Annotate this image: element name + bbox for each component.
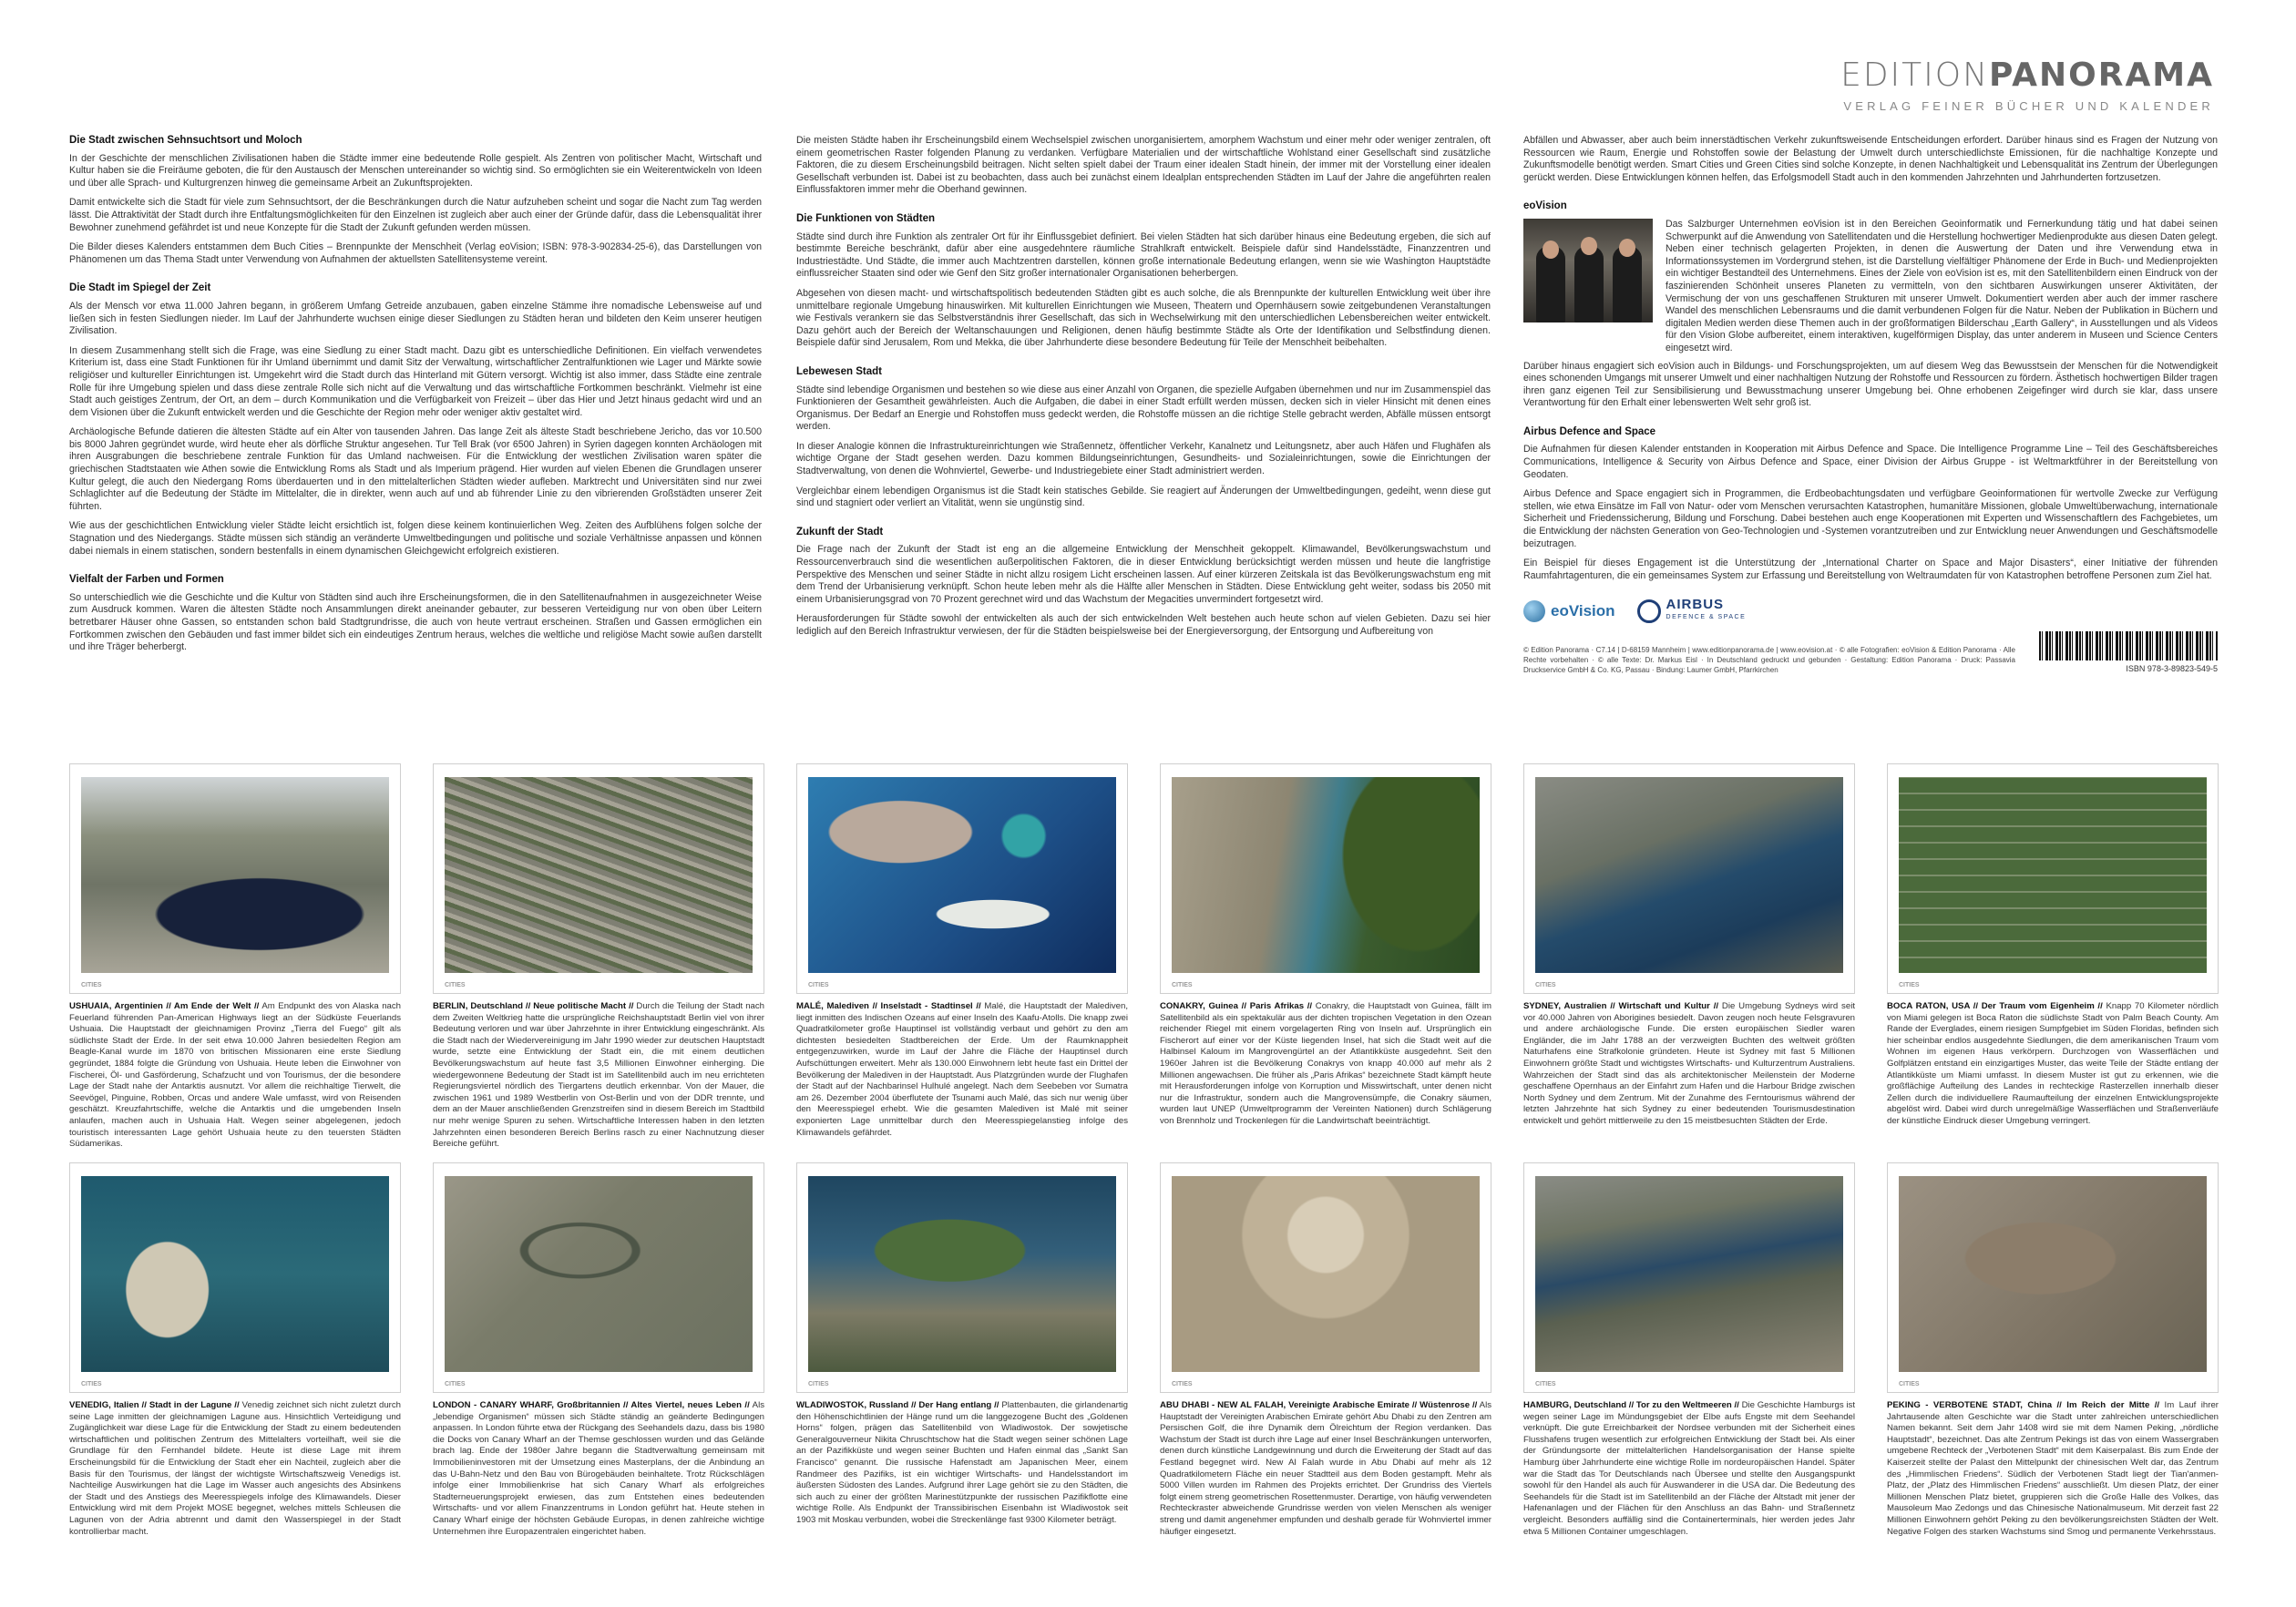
satellite-image: [808, 777, 1116, 973]
card-title: VENEDIG, Italien // Stadt in der Lagune //: [69, 1400, 240, 1410]
paragraph: In dieser Analogie können die Infrastruktureinrichtungen wie Straßennetz, öffentlicher Verkehr, Kanalnetz und Leitungsnetz, aber auch Häfen und Flughäfen als wichtige Organe der Stadt gesehen werden. Dazu kommen Bildungseinrichtungen, Gesundheits- und Sozialeinrichtungen, sowie die Einrichtungen der Stadtverwaltung, von denen die Wohnviertel, Gewerbe- und Industriegebiete einer Stadt administriert werden.: [796, 440, 1491, 477]
section-history: [69, 282, 762, 558]
card-caption: [1160, 1400, 1491, 1538]
globe-icon: [1523, 600, 1545, 622]
cities-label: CITIES: [445, 982, 466, 988]
card-caption: [1523, 1001, 1855, 1128]
card-caption: [69, 1400, 401, 1538]
section-title: Die Stadt zwischen Sehnsuchtsort und Moloch: [69, 135, 302, 146]
paragraph: So unterschiedlich wie die Geschichte und die Kultur von Städten sind auch ihre Erscheinungsformen, die in den Satellitenaufnahmen in ausgezeichneter Weise zum Ausdruck kommen. Waren die ältesten Städte noch Ansammlungen direkt aneinander gebauter, zur besseren Verteidigung nur von oben über Leitern betretbarer Häuser ohne Gassen, so entstanden schon bald Stadtgrundrisse, die auch von heute vertraut erscheinen. Straßen und Gassen ermöglichen ein Fortkommen zwischen den Gebäuden und fast immer bildet sich ein eindeutiges Zentrum heraus, welches die weltliche und religiöse Macht sowie außen darstellt und ihre Träger beherbergt.: [69, 591, 762, 653]
cities-label: CITIES: [1172, 1381, 1193, 1387]
month-card: [796, 1162, 1128, 1527]
section-title: Vielfalt der Farben und Formen: [69, 574, 224, 586]
satellite-image: [1535, 1176, 1843, 1372]
partner-logos: [1523, 599, 2218, 623]
card-title: ABU DHABI - NEW AL FALAH, Vereinigte Arabische Emirate // Wüstenrose //: [1160, 1400, 1478, 1410]
eovision-logo-text: eoVision: [1551, 602, 1615, 620]
card-title: PEKING - VERBOTENE STADT, China // Im Reich der Mitte //: [1887, 1400, 2160, 1410]
card-frame: [1523, 763, 1855, 994]
satellite-image: [445, 1176, 753, 1372]
card-title: MALÉ, Malediven // Inselstadt - Stadtinsel //: [796, 1001, 981, 1011]
card-title: USHUAIA, Argentinien // Am Ende der Welt //: [69, 1001, 260, 1011]
card-text: Am Endpunkt des von Alaska nach Feuerland führenden Pan-American Highways liegt an der Südküste Feuerlands Ushuaia. Die Hauptstadt der gleichnamigen Provinz „Tierra del Fuego“ gilt als südlichste Stadt der Erde. In der seit etwa 10.000 Jahren besiedelten Region am Beagle-Kanal wurde im 1870 von britischen Missionaren eine erste Siedlung gegründet, 1884 folgte die Gründung von Ushuaia. Heute leben die Einwohner von Fischerei, Öl- und Gasförderung, Schafzucht und von Tourismus, der die besondere Lage der Stadt nahe der Antarktis ausnutzt. Vor allem die reichhaltige Tierwelt, die Seevögel, Pinguine, Robben, Orcas und andere Wale umfasst, wird von Reisenden geschätzt. Kreuzfahrtschiffe, welche die Antarktis und die umgebenden Inseln anlaufen, machen auch in Ushuaia Halt. Wegen seiner abgelegenen, jedoch touristisch interessanten Lage gehört Ushuaia heute zu den teuersten Städten Südamerikas.: [69, 1001, 402, 1150]
publisher-name-bold: PANORAMA: [1989, 56, 2214, 94]
card-caption: [69, 1001, 401, 1151]
text-column-2: [796, 135, 1491, 655]
month-card: [433, 1162, 764, 1538]
card-caption: [796, 1400, 1128, 1527]
section-eovision: [1523, 200, 2218, 410]
card-frame: [1887, 1162, 2219, 1393]
month-card: [1160, 763, 1491, 1128]
card-text: Venedig zeichnet sich nicht zuletzt durch seine Lage inmitten der gleichnamigen Lagune aus. Hinsichtlich Verteidigung und Zugänglichkeit war diese Lage für die Entwicklung der Stadt zu einem bedeutenden wirtschaftlichen und politischen Zentrum des Mittelalters vorteilhaft, weil sie die Grundlage für den Fernhandel bildete. Heute ist diese Lage mit ihrem Erscheinungsbild für die Entwicklung der Stadt eher ein Nachteil, zugleich aber die Basis für den Tourismus, der längst der wichtigste Wirtschaftszweig Venedigs ist. Nachteilige Auswirkungen hat die Lage im Wasser auch angesichts des Absinkens der Stadt und des Anstiegs des Meeresspiegels infolge des Klimawandels. Dieser Entwicklung wird mit dem Projekt MOSE begegnet, welches mittels Schleusen die Lagunen von der Adria abtrennt und damit den Wasserspiegel in der Stadt kontrollierbar macht.: [69, 1400, 401, 1537]
cities-label: CITIES: [445, 1381, 466, 1387]
card-caption: [1160, 1001, 1491, 1128]
paragraph: Airbus Defence and Space engagiert sich in Programmen, die Erdbeobachtungsdaten und verfügbare Geoinformationen für wertvolle Zwecke zur Verfügung stellen, wie etwa Einsätze im Fall von Natur- oder vom Menschen verursachten Katastrophen, humanitäre Missionen, globale Umweltüberwachung, internationale Sicherheit und Friedenssicherung, Bildung und Forschung. Dabei bestehen auch enge Kooperationen mit Experten und Wissenschaftlern des Fachgebietes, um die Entwicklung der nächsten Generation von Geo-Technologien und -Systemen vorantzutreiben und zur Entwicklung neuer Anwendungen und Geschäftsmodelle beizutragen.: [1523, 488, 2218, 549]
eovision-block: [1523, 219, 2218, 355]
section-title: Die Funktionen von Städten: [796, 212, 936, 224]
section-diversity: [69, 574, 762, 654]
month-card: [1887, 1162, 2219, 1538]
team-photo: [1523, 219, 1653, 322]
section-continued: [796, 135, 1491, 197]
section-future: [796, 527, 1491, 639]
card-text: Plattenbauten, die girlandenartig den Höhenschichtlinien der Hänge rund um die langgezogene Bucht des „Goldenen Horns“ folgen, prägen das Satellitenbild von Wladiwostok. Der sowjetische Generalgouverneur Nikita Chruschtschow hat die Stadt wegen seiner schönen Lage an der Pazifikküste und wegen seiner Buchten und Hafen einmal das „Sankt San Francisco“ genannt. Die russische Hafenstadt am Japanischen Meer, einem Randmeer des Pazifiks, ist ein wichtiger Wirtschafts- und Handelsstandort im äußersten Südosten des Landes. Aufgrund ihrer Lage gehört sie zu den Städten, die sich auch zu einer der größten Marinestützpunkte der russischen Pazifikflotte eine wichtige Rolle. Als Endpunkt der Transsibirischen Eisenbahn ist Wladiwostok seit 1903 mit Moskau verbunden, wobei die Streckenlänge fast 9300 Kilometer beträgt.: [796, 1400, 1128, 1525]
paragraph: Archäologische Befunde datieren die ältesten Städte auf ein Alter von tausenden Jahren. Das lange Zeit als älteste Stadt beschriebene Jericho, das vor 10.500 bis 8000 Jahren gegründet wurde, wird heute eher als dörfliche Struktur angesehen. Tur Tell Brak (vor 6500 Jahren) in Syrien dagegen konnten Archäologen mit ihren Ausgrabungen die beschriebene zentrale Funktion für das Umland nachweisen. Für die Entwicklung der westlichen Zivilisation waren später die griechischen Stadtstaaten wie Athen sowie die Entwicklung Roms als Stadt und als Imperium prägend. Hier wurden auf vielen Ebenen die Grundlagen unserer Kultur gelegt, die auch den Niedergang Roms überdauerten und in den mittelalterlichen Städten wieder aufleben. Marktrecht und Universitäten sind nur zwei Schlaglichter auf die Bedeutung der Städte im Mittelalter, die in direkter, wenn auch auf und ab führender Linie zu den vibrierenden Großstädten unserer Zeit führten.: [69, 426, 762, 512]
card-title: CONAKRY, Guinea // Paris Afrikas //: [1160, 1001, 1313, 1011]
paragraph: Wie aus der geschichtlichen Entwicklung vieler Städte leicht ersichtlich ist, folgen diese keinem kontinuierlichen Weg. Zeiten des Aufblühens folgen solche der Stagnation und des Niedergangs. Städte müssen sich ständig an veränderte Umweltbedingungen und politische und soziale Verhältnisse anpassen und können dabei niemals in einem statischen, sondern bestenfalls in einem dynamischen Gleichgewicht erfolgreich existieren.: [69, 520, 762, 557]
card-text: Im Lauf ihrer Jahrtausende alten Geschichte war die Stadt unter zahlreichen unterschiedlichen Namen bekannt. Seit dem Jahr 1408 wird sie mit dem Namen Peking, „nördliche Hauptstadt“, bezeichnet. Das alte Zentrum Pekings ist das von einem Wassergraben umgebene Rechteck der „Verbotenen Stadt“ mit dem Kaiserpalast. Bis zum Ende der Kaiserzeit stellte der Palast den Mittelpunkt der chinesischen Welt dar, das Zentrum des „Himmlischen Friedens“. Südlich der Verbotenen Stadt liegt der Tian'anmen-Platz, der „Platz des Himmlischen Friedens“ ausschließt. Um diesen Platz, der einer Millionen Menschen Platz bietet, gruppieren sich die Große Halle des Volkes, das Mausoleum Mao Zedongs und das Chinesische Nationalmuseum. Mit derzeit fast 22 Millionen Einwohnern gehört Peking zu den bevölkerungsreichsten Städten der Welt. Negative Folgen des starken Wachstums sind Smog und permanente Verkehrsstaus.: [1887, 1400, 2219, 1537]
section-intro: [69, 135, 762, 266]
imprint: © Edition Panorama · C7.14 | D-68159 Mannheim | www.editionpanorama.de | www.eovision.at · © alle Fotografien: eoVision & Edition Panorama · Alle Rechte vorbehalten · © alle Texte: Dr. Markus Eisl · In Deutschland gedruckt und gebunden · Gestaltung: Edition Panorama · Druck: Passavia Druckservice GmbH & Co. KG, Passau · Bindung: Laumer GmbH, Pfarrkirchen: [1523, 646, 2015, 675]
card-frame: [796, 1162, 1128, 1393]
cities-label: CITIES: [1535, 1381, 1556, 1387]
satellite-image: [1535, 777, 1843, 973]
section-title: eoVision: [1523, 200, 1567, 212]
section-airbus: [1523, 426, 2218, 583]
card-frame: [796, 763, 1128, 994]
paragraph: Die Aufnahmen für diesen Kalender entstanden in Kooperation mit Airbus Defence and Space. Die Intelligence Programme Line – Teil des Geschäftsbereiches Communications, Intelligence & Security von Airbus Defence and Space, einer Division der Airbus Gruppe - ist Weltmarktführer in der Bereitstellung von Geodaten.: [1523, 444, 2218, 480]
paragraph: Abfällen und Abwasser, aber auch beim innerstädtischen Verkehr zukunftsweisende Entscheidungen erfordert. Darüber hinaus sind es Fragen der Nutzung von Ressourcen wie Raum, Energie und Rohstoffen sowie der Belastung der Umwelt durch unterschiedlichste Emissionen, für die nachhaltige Konzepte und Zukunftsmodelle benötigt werden. Smart Cities und Green Cities sind solche Konzepte, in denen Nachhaltigkeit und Lebensqualität ins Zentrum der Überlegungen gerückt werden. Diese Entwicklungen können helfen, das Erfolgsmodell Stadt auch in den kommenden Jahrzehnten und Jahrhunderten fortzusetzen.: [1523, 135, 2218, 183]
section-title: Die Stadt im Spiegel der Zeit: [69, 282, 211, 294]
card-caption: [1523, 1400, 1855, 1538]
section-title: Lebewesen Stadt: [796, 365, 882, 377]
month-card: [1887, 763, 2219, 1128]
card-text: Als Hauptstadt der Vereinigten Arabischen Emirate gehört Abu Dhabi zu den Zentren am Persischen Golf, die ihre Dynamik dem Ölreichtum der Region verdanken. Das Wachstum der Stadt ist durch ihre Lage auf einer Insel Beschränkungen unterworfen, denen durch künstliche Landgewinnung und durch die Erweiterung der Stadt auf das Festland begegnet wird. New Al Falah wurde in Abu Dhabi auf mehr als 12 Quadratkilometern Fläche ein neuer Stadtteil aus dem Boden gestampft. Mehr als 5000 Villen wurden im Rahmen des Projekts errichtet. Der Grundriss des Viertels folgt einem streng geometrischen Rosettenmuster. Derartige, von häufig verwendeten Rechteckraster abweichende Grundrisse werden von vielen Menschen als weniger streng und damit angenehmer empfunden und deshalb gerade für Wohnviertel immer häufiger eingesetzt.: [1160, 1400, 1491, 1537]
card-text: Als „lebendige Organismen“ müssen sich Städte ständig an geänderte Bedingungen anpassen. In London führte etwa der Rückgang des Seehandels dazu, dass bis 1980 die Docks von Canary Wharf an der Themse geschlossen wurden und das Gelände brach lag. Ende der 1980er Jahre begann die Stadtverwaltung gemeinsam mit Immobilieninvestoren mit der Umsetzung eines Masterplans, der die Anbindung an das U-Bahn-Netz und den Bau von Bürogebäuden beinhaltete. Trotz Rückschlägen infolge einer Immobilienkrise hat sich Canary Wharf als erfolgreiches Stadterneuerungsprojekt erwiesen, das zum Entstehen eines bedeutenden Wirtschafts- und vor allem Finanzzentrums in London geführt hat. Heute stehen in Canary Wharf einige der höchsten Gebäude Europas, in denen zahlreiche wichtige Unternehmen ihre Europazentralen eingerichtet haben.: [433, 1400, 764, 1537]
paragraph: In der Geschichte der menschlichen Zivilisationen haben die Städte immer eine bedeutende Rolle gespielt. Als Zentren von politischer Macht, Wirtschaft und Kultur haben sie die Freiräume geboten, die für den Austausch der Menschen untereinander so wichtig sind. So ermöglichten sie ein Weiterentwickeln von Ideen und über alle Sprach- und Kulturgrenzen hinweg die gemeinsame Arbeit an Zukunftsprojekten.: [69, 152, 762, 189]
cities-label: CITIES: [808, 1381, 829, 1387]
card-frame: [1887, 763, 2219, 994]
publisher-name: [1840, 56, 2214, 94]
paragraph: Damit entwickelte sich die Stadt für viele zum Sehnsuchtsort, der die Beschränkungen durch die Natur aufzuheben scheint und sogar die Nacht zum Tag werden lässt. Die Attraktivität der Stadt durch ihre Entfaltungsmöglichkeiten für den Einzelnen ist zugleich aber auch einer der Gründe dafür, dass die Lebensqualität ihrer Bewohner zunehmend gefährdet ist und neue Konzepte für die Stadt der Zukunft gefunden werden müssen.: [69, 197, 762, 233]
barcode: [2039, 631, 2218, 660]
cities-label: CITIES: [1172, 982, 1193, 988]
card-frame: [1160, 763, 1491, 994]
publisher-name-light: EDITION: [1840, 56, 1990, 94]
airbus-logo-text: AIRBUS: [1666, 597, 1725, 613]
section-title: Zukunft der Stadt: [796, 526, 884, 537]
paragraph: Als der Mensch vor etwa 11.000 Jahren begann, in größerem Umfang Getreide anzubauen, gaben einzelne Stämme ihre nomadische Lebensweise auf und ließen sich in festen Siedlungen nieder. Im Lauf der Jahrhunderte wuchsen einige dieser Siedlungen zu Städten heran und bildeten den Keim unserer heutigen Zivilisation.: [69, 300, 762, 337]
paragraph: Städte sind lebendige Organismen und bestehen so wie diese aus einer Anzahl von Organen, die spezielle Aufgaben übernehmen und nur im Zusammenspiel das Funktionieren der Gesamtheit gewährleisten. Auch die Aufgaben, die dabei in einer Stadt erfüllt werden müssen, decken sich in vieler Hinsicht mit denen eines Organismus. Der Bedarf an Energie und Rohstoffen muss gedeckt werden, die Rohstoffe müssen an die richtige Stelle gebracht werden, Abfälle müssen entsorgt werden.: [796, 384, 1491, 433]
month-card: [433, 763, 764, 1151]
month-card: [69, 1162, 401, 1538]
paragraph: Ein Beispiel für dieses Engagement ist die Unterstützung der „International Charter on Space and Major Disasters“, einer Initiative der führenden Raumfahrtagenturen, die ein gemeinsames System zur Erfassung und Bereitstellung von Weltraumdaten für von Katastrophen betroffene Personen zum Ziel hat.: [1523, 558, 2218, 581]
paragraph: Städte sind durch ihre Funktion als zentraler Ort für ihr Einflussgebiet definiert. Bei vielen Städten hat sich darüber hinaus eine Bedeutung ergeben, die sich auf bestimmte Bereiche beschränkt, dafür aber eine ausgedehntere räumliche Strahlkraft entwickelt. Beispiele dafür sind Handelsstädte, Finanzzentren und Industriestädte. Und Städte, die immer auch Machtzentren darstellen, können große internationale Bedeutung erlangen, wenn sie wie Washington Hauptstädte einflussreicher Staaten sind oder wie Genf den Sitz großer internationaler Organisationen beherbergen.: [796, 230, 1491, 280]
airbus-ring-icon: [1637, 599, 1661, 623]
month-card: [1523, 1162, 1855, 1538]
section-organism: [796, 366, 1491, 510]
month-card: [69, 763, 401, 1151]
cities-label: CITIES: [81, 982, 102, 988]
satellite-image: [1172, 777, 1480, 973]
month-card: [1523, 763, 1855, 1128]
card-caption: [1887, 1001, 2219, 1128]
card-text: Conakry, die Hauptstadt von Guinea, fällt im Satellitenbild als ein spektakulär aus der dichten tropischen Vegetation in den Ozean reichender Riegel mit einem vorgelagerten Ring von Inseln auf. Ursprünglich ein Fischerort auf einer vor der Küste liegenden Insel, hat sich die Stadt weit auf die Halbinsel Kaloum im Mangrovengürtel an der Atlantikküste ausgedehnt. Seit den 1960er Jahren ist die Bevölkerung Conakrys von knapp 40.000 auf mehr als 2 Millionen angewachsen. Die früher als „Paris Afrikas“ bezeichnete Stadt kämpft heute mit Herausforderungen infolge von Korruption und Misswirtschaft, unter denen nicht nur die Infrastruktur, sondern auch die Mangrovensümpfe, die Conakry säumen, wurden laut UNEP (Umweltprogramm der Vereinten Nationen) durch Schlägerung von Brennholz und Trockenlegen für die Landwirtschaft beeinträchtigt.: [1160, 1001, 1491, 1126]
paragraph: Abgesehen von diesen macht- und wirtschaftspolitisch bedeutenden Städten gibt es auch solche, die als Brennpunkte der kulturellen Entwicklung weit über ihre unmittelbare regionale Umgebung hinauswirken. Mit kulturellen Einrichtungen wie Museen, Theatern und Opernhäusern sowie zeitgebundenen Veranstaltungen wie Festivals verankern sie das Selbstverständnis ihrer Gesellschaft, das sich in Wechselwirkung mit den unterschiedlichen Lebensbereichen weiter entwickelt. Dazu gehört auch der Bereich der Weltanschauungen und Religionen, denen häufig bestimmte Städte als Orte der Identifikation und Selbstfindung dienen. Beispiele dafür sind Jerusalem, Rom und Mekka, die über Jahrhunderte diese besondere Bedeutung für Teile der Menschheit beibehalten.: [796, 287, 1491, 349]
cities-label: CITIES: [1899, 982, 1920, 988]
airbus-logo-subtext: DEFENCE & SPACE: [1666, 614, 1747, 620]
barcode-block: [2039, 631, 2218, 676]
paragraph: Darüber hinaus engagiert sich eoVision auch in Bildungs- und Forschungsprojekten, um auf diesem Weg das Bewusstsein der Menschen für die Notwendigkeit eines schonenden Umgangs mit unserer Umwelt und einer nachhaltigen Nutzung der Rohstoffe und Ressourcen zu fördern. Ästhetisch hochwertigen Bilder tragen ihren ganz eigenen Teil zur Sensibilisierung und Bewusstmachung unserer Umgebung bei. Ohne erhobenen Zeigefinger wird durch sie klar, dass unsere Verantwortung für den Erhalt einer lebenswerten Welt sehr groß ist.: [1523, 360, 2218, 409]
card-frame: [69, 763, 401, 994]
airbus-logo: [1637, 599, 1747, 623]
satellite-image: [1899, 777, 2207, 973]
satellite-image: [1899, 1176, 2207, 1372]
card-text: Die Geschichte Hamburgs ist wegen seiner Lage im Mündungsgebiet der Elbe aufs Engste mit dem Seehandel verknüpft. Die gute Erreichbarkeit der Nordsee verbunden mit der Sicherheit eines Flusshafens trugen wesentlich zur erfolgreichen Entwicklung der Stadt bei. Als einer der Gründungsorte der mittelalterlichen Handelsorganisation der Hanse spielte Hamburg über Jahrhunderte eine wichtige Rolle im nordeuropäischen Handel. Später war die Stadt das Tor Deutschlands nach Übersee und stellte den Ausgangspunkt sowohl für den Handel als auch für Auswanderer in die USA dar. Die Bedeutung des Seehandels für die Stadt ist im Satellitenbild an der Fläche der Altstadt mit jener der Hafenanlagen und der Flächen für den Anschluss an das Bahn- und Straßennetz vergleicht. Besonders auffällig sind die Containerterminals, hier werden jedes Jahr etwa 5 Millionen Container umgeschlagen.: [1523, 1400, 1856, 1537]
card-caption: [1887, 1400, 2219, 1538]
satellite-image: [81, 777, 389, 973]
month-card: [1160, 1162, 1491, 1538]
satellite-image: [1172, 1176, 1480, 1372]
paragraph: Vergleichbar einem lebendigen Organismus ist die Stadt kein statisches Gebilde. Sie reagiert auf Änderungen der Umweltbedingungen, gedeiht, wenn diese gut sind und stagniert oder verliert an Vitalität, wenn sie ungünstig sind.: [796, 485, 1491, 509]
card-title: SYDNEY, Australien // Wirtschaft und Kultur //: [1523, 1001, 1719, 1011]
text-column-3: [1523, 135, 2218, 675]
paragraph: Herausforderungen für Städte sowohl der entwickelten als auch der sich entwickelnden Welt bestehen auch heute schon auf vielen Gebieten. Dazu sei hier lediglich auf den Bereich Infrastruktur verwiesen, der für die Städten beispielsweise bei der Energieversorgung, der Entsorgung und Aufbereitung von: [796, 613, 1491, 637]
section-continued: [1523, 135, 2218, 184]
card-frame: [1523, 1162, 1855, 1393]
card-frame: [433, 763, 764, 994]
card-caption: [433, 1400, 764, 1538]
cities-label: CITIES: [81, 1381, 102, 1387]
card-text: Die Umgebung Sydneys wird seit vor 40.000 Jahren von Aborigines besiedelt. Davon zeugen noch heute Felsgravuren und andere archäologische Funde. Die ersten europäischen Siedler waren Engländer, die im Jahr 1788 an der verzweigten Buchten des weltweit größten Naturhafens eine Strafkolonie gründeten. Heute ist Sydney mit fast 5 Millionen Einwohnern größte Stadt und wichtigstes Wirtschafts- und Kulturzentrum Australiens. Wahrzeichen der Stadt sind das als architektonischer Meilenstein der Moderne geschaffene Opernhaus an der Einfahrt zum Hafen und die Harbour Bridge zwischen North Sydney und dem Zentrum. Mit der Zunahme des Ferntourismus während der letzten Jahrzehnte hat sich Sydney zu einer bedeutenden Tourismusdestination entwickelt und gehört mittlerweile zu den 15 meistbesuchten Städten der Erde.: [1523, 1001, 1855, 1126]
cities-label: CITIES: [1535, 982, 1556, 988]
satellite-image: [445, 777, 753, 973]
month-card: [796, 763, 1128, 1139]
paragraph: Die Bilder dieses Kalenders entstammen dem Buch Cities – Brennpunkte der Menschheit (Verlag eoVision; ISBN: 978-3-902834-25-6), das Darstellungen von Phänomenen um das Thema Stadt unter Verwendung von Aufnahmen der aktuellsten Satellitensysteme vereint.: [69, 241, 762, 265]
card-caption: [433, 1001, 764, 1151]
card-frame: [69, 1162, 401, 1393]
card-frame: [1160, 1162, 1491, 1393]
paragraph: Die meisten Städte haben ihr Erscheinungsbild einem Wechselspiel zwischen unorganisiertem, amorphem Wachstum und einer mehr oder weniger zentralen, oft einem geometrischen Raster folgenden Planung zu verdanken. Verfügbare Materialien und der wirtschaftliche Wohlstand einer Gesellschaft sind zusätzliche Faktoren, die zu diesem Erscheinungsbild beitragen. Nicht selten spielt dabei der Traum einer idealen Stadt hinein, der immer mit der Vorstellung einer idealen Gesellschaft verbunden ist. Dabei ist zu beobachten, dass auch bei zunächst einem Idealplan entsprechenden Städten im Lauf der Jahre die angeführten realen Einflussfaktoren immer mehr die Oberhand gewinnen.: [796, 135, 1491, 196]
satellite-image: [808, 1176, 1116, 1372]
paragraph: Die Frage nach der Zukunft der Stadt ist eng an die allgemeine Entwicklung der Menschheit gekoppelt. Klimawandel, Bevölkerungswachstum und Ressourcenverbrauch sind die wesentlichen außerpolitischen Faktoren, die in dieser Entwicklung berücksichtigt werden müssen und heute die langfristige Perspektive des Menschen und seiner Städte in nicht allzu rosigem Licht erscheinen lassen. Auf einer kürzeren Zeitskala ist das Bevölkerungswachstum eng mit dem Trend der Urbanisierung verknüpft. Schon heute leben mehr als die Hälfte aller Menschen in Städten. Diese Entwicklung geht weiter, sodass bis 2050 mit einem Urbanisierungsgrad von 70 Prozent gerechnet wird und das Wachstum der Megacities unvermindert fortgesetzt wird.: [796, 544, 1491, 605]
cities-label: CITIES: [1899, 1381, 1920, 1387]
card-text: Durch die Teilung der Stadt nach dem Zweiten Weltkrieg hatte die ursprüngliche Reichshauptstadt Berlin viel von ihrer Bedeutung verloren und war über Jahrzehnte in ihrer Entwicklung eingeschränkt. Als die Stadt nach der Wiedervereinigung im Jahr 1990 wieder zur deutschen Hauptstadt wurde, setzte eine Entwicklung der Stadt ein, die mit einem deutlichen Bevölkerungswachstum auf heute fast 3,5 Millionen Einwohner einherging. Die wiedergewonnene Bedeutung der Stadt ist im Satellitenbild auch im neu errichteten Regierungsviertel nördlich des Tiergartens deutlich erkennbar. Von der Mauer, die zwischen 1961 und 1989 Westberlin von Ost-Berlin und von der DDR trennte, und dem an der Mauer anschließenden Grenzstreifen sind in diesem Bereich im Stadtbild nur mehr wenige Spuren zu sehen. Wirtschaftliche Interessen haben in den letzten Jahrzehnten einen besonderen Bereich Berlins rasch zu einer Nachnutzung dieser Bereiche geführt.: [433, 1001, 764, 1150]
card-text: Knapp 70 Kilometer nördlich von Miami gelegen ist Boca Raton die südlichste Stadt von Palm Beach County. Am Rande der Everglades, einem riesigen Sumpfgebiet im Süden Floridas, befinden sich hier scheinbar endlos ausgedehnte Siedlungen, die dem amerikanischen Traum vom Wohnen im eigenen Haus verkörpern. Durchzogen von Wasserflächen und Golfplätzen entstand ein einzigartiges Muster, das weite Teile der Städte entlang der Atlantikküste um Miami umfasst. In diesem Muster ist gut zu erkennen, wie die großflächige Aufteilung des Landes in rechteckige Rasterzellen innerhalb dieser Zellen durch die individuellere Raumaufteilung der einzelnen Entwicklungsprojekte abgelöst wird. Dabei wird durch unregelmäßige Wasserflächen und Straßenverläufe der künstliche Eindruck dieser Umgebung verringert.: [1887, 1001, 2219, 1126]
card-title: BOCA RATON, USA // Der Traum vom Eigenheim //: [1887, 1001, 2103, 1011]
imprint-row: [1523, 631, 2218, 676]
card-caption: [796, 1001, 1128, 1139]
card-title: LONDON - CANARY WHARF, Großbritannien // Altes Viertel, neues Leben //: [433, 1400, 750, 1410]
card-frame: [433, 1162, 764, 1393]
section-title: Airbus Defence and Space: [1523, 425, 1656, 437]
eovision-logo: [1523, 600, 1615, 622]
card-text: Malé, die Hauptstadt der Malediven, liegt inmitten des Indischen Ozeans auf einer Inseln des Kaafu-Atolls. Die knapp zwei Quadratkilometer große Hauptinsel ist vollständig verbaut und gehört zu den am dichtesten besiedelten Stadtbereichen der Erde. Um der Raumknappheit entgegenzuwirken, wurde im Lauf der Jahre die Fläche der Hauptinsel durch Aufschüttungen erweitert. Mehr als 130.000 Einwohnern lebt heute fast ein Drittel der Bevölkerung der Malediven in der Hauptstadt. Aus Platzgründen wurde der Flughafen der Stadt auf der Nachbarinsel Hulhulé angelegt. Nach dem Seebeben vor Sumatra am 26. Dezember 2004 überflutete der Tsunami auch Malé, das sich nur wenig über den Meeresspiegel erhebt. Wie die gesamten Malediven ist Malé mit seiner exponierten Lage unmittelbar durch den Meeresspiegelanstieg infolge des Klimawandels gefährdet.: [796, 1001, 1128, 1138]
section-functions: [796, 213, 1491, 350]
satellite-image: [81, 1176, 389, 1372]
paragraph: In diesem Zusammenhang stellt sich die Frage, was eine Siedlung zu einer Stadt macht. Dazu gibt es unterschiedliche Definitionen. Ein vielfach verwendetes Kriterium ist, dass eine Stadt Funktionen für ihr Umland übernimmt und damit Sitz der Verwaltung, wirtschaftlicher Zentralfunktionen wie Lager und Märkte sowie religiöser und kultureller Einrichtungen ist. Umgekehrt wird die Stadt durch das Hinterland mit Gütern versorgt. Wichtig ist also immer, dass Städte eine zentrale Rolle für ihre Umgebung spielen und dass diese zentrale Rolle sich nicht auf die Verwaltung und das wirtschaftliche Fortkommen beschränkt. Vielmehr ist eine Stadt auch geistiges Zentrum, der Ort, an dem – durch Kommunikation und die Verfügbarkeit von Freizeit – über das Hier und Jetzt hinaus gedacht wird und an dem Visionen über die Zukunft entwickelt werden und die Geschichte der Region mehr oder weniger aktiv gestaltet wird.: [69, 344, 762, 418]
card-title: BERLIN, Deutschland // Neue politische Macht //: [433, 1001, 634, 1011]
cities-label: CITIES: [808, 982, 829, 988]
text-column-1: [69, 135, 762, 670]
publisher-tagline: VERLAG FEINER BÜCHER UND KALENDER: [1843, 99, 2214, 113]
card-title: HAMBURG, Deutschland // Tor zu den Weltmeeren //: [1523, 1400, 1739, 1410]
paragraph: Das Salzburger Unternehmen eoVision ist in den Bereichen Geoinformatik und Fernerkundung tätig und hat dabei seinen Schwerpunkt auf die Anwendung von Satellitendaten und die Herstellung hochwertiger Medienprodukte aus diesen Daten gelegt. Neben einer technisch gelagerten Projekten, in denen die Auswertung der Daten und ihre Verwendung etwa in Informationssystemen im Vordergrund stehen, ist die Darstellung vielfältiger Phänomene der Erde in Buch- und Medienprojekten ein wichtiger Bestandteil des Unternehmens. Eines der Ziele von eoVision ist es, mit den Satellitenbildern einen Eindruck von der faszinierenden Schönheit unseres Planeten zu vermitteln, von den sichtbaren Auswirkungen unserer Aktivitäten, der Vermischung der von uns geschaffenen Strukturen mit unserer Umwelt. Dokumentiert werden aber auch der immer raschere Wandel des menschlichen Lebensraums und die damit verbundenen Folgen für die Natur. Neben der Publikation in Büchern und digitalen Medien werden diese Themen auch in der großformatigen Bilderschau „Earth Gallery“, in Ausstellungen und als Videos für den Vision Globe aufbereitet, einem interaktiven, kugelförmigen Display, das unter anderem in Museen und Science Centers eingesetzt wird.: [1666, 218, 2218, 353]
isbn: ISBN 978-3-89823-549-5: [2126, 663, 2218, 673]
card-title: WLADIWOSTOK, Russland // Der Hang entlang //: [796, 1400, 999, 1410]
publisher-logo: [1840, 56, 2214, 113]
